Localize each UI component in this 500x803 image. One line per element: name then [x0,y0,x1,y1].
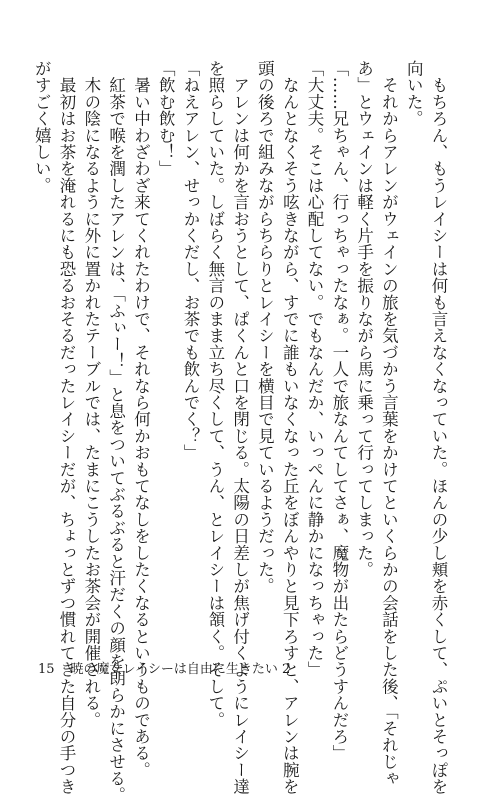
text-line: 最初はお茶を淹れるにも恐るおそるだったレイシーだが、ちょっとずつ慣れてきた自分の手つき [57,60,77,795]
text-line: 「ねえアレン、せっかくだし、お茶でも飲んでく？」 [181,60,201,461]
text-line: 頭の後ろで組みながらちらりとレイシーを横目で見ているようだった。 [255,60,275,595]
text-line: あ」とウェインは軽く片手を振りながら馬に乗って行ってしまった。 [354,60,374,578]
text-line: なんとなくそう呟きながら、すでに誰もいなくなった丘をぼんやりと見下ろすと、アレンは腕を [280,60,300,795]
text-line: 「……兄ちゃん、行っちゃったなぁ。一人で旅なんてしてさぁ、魔物が出たらどうすんだろ」 [329,60,349,762]
text-line: 紅茶で喉を潤したアレンは、「ふぃー！」と息をついてぶるぶると汗だくの顔を朗らかにさせる。 [106,60,126,803]
text-line: それからアレンがウェインの旅を気づかう言葉をかけてといくらかの会話をした後、「それじゃ [379,60,399,787]
text-line: 木の陰になるように外に置かれたテーブルでは、たまにこうしたお茶会が開催される。 [81,60,101,728]
book-title: 暁の魔女レイシーは自由に生きたい 2 [70,662,291,677]
text-line: がすごく嬉しい。 [32,60,52,194]
text-line: 向いた。 [404,60,424,127]
text-line: もちろん、もうレイシーは何も言えなくなっていた。ほんの少し頬を赤くして、ぷいとそっぽを [429,60,448,795]
text-line: を照らしていた。しばらく無言のまま立ち尽くして、うん、とレイシーは頷く。そして。 [205,60,225,728]
page-number: 15 [38,662,55,677]
text-line: 暑い中わざわざ来てくれたわけで、それなら何かおもてなしをしたくなるというものである。 [131,60,151,779]
page-footer [38,662,290,678]
text-line: 「大丈夫。そこは心配してない。でもなんだか、いっぺんに静かになっちゃった」 [305,60,325,678]
text-line: 「飲む飲む！」 [156,60,176,177]
text-line: アレンは何かを言おうとして、ぱくんと口を閉じる。太陽の日差しが焦げ付くようにレイシー達 [230,60,250,795]
